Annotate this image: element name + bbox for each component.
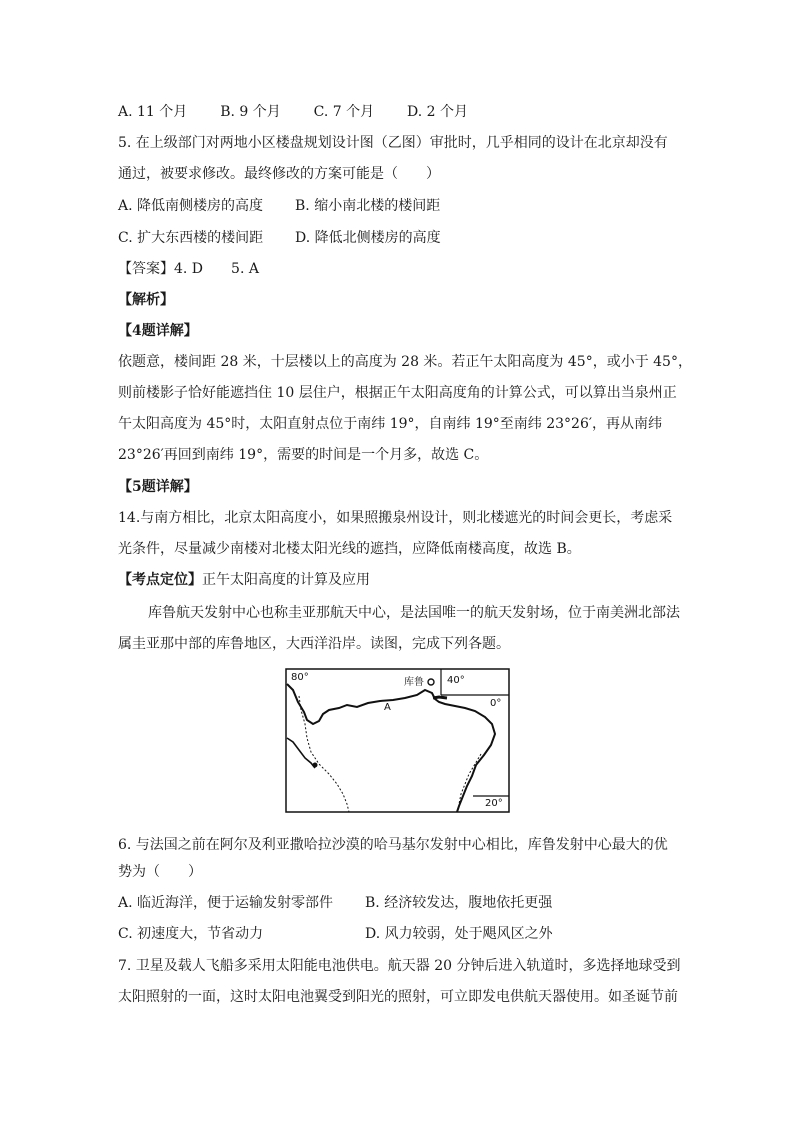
q6-stem-line1: 6. 与法国之前在阿尔及利亚撒哈拉沙漠的哈马基尔发射中心相比，库鲁发射中心最大的优 (118, 837, 668, 853)
q5-option-a: A. 降低南侧楼房的高度 (118, 198, 264, 214)
map-frame (286, 669, 509, 812)
q6-option-d: D. 风力较弱，处于飓风区之外 (365, 926, 553, 942)
lon-40-label: 40° (447, 675, 465, 686)
kaodian-label: 【考点定位】 (118, 572, 202, 588)
q5-option-c: C. 扩大东西楼的楼间距 (118, 230, 264, 246)
q5-option-b: B. 缩小南北楼的楼间距 (295, 198, 441, 214)
lon-80-label: 80° (291, 672, 309, 683)
q4-option-c: C. 7 个月 (313, 104, 375, 120)
q6-stem-line2: 势为（ ） (118, 864, 202, 880)
q4-detail-line: 午太阳高度为 45°时，太阳直射点位于南纬 19°，自南纬 19°至南纬 23°26′，再从南纬 (118, 416, 663, 432)
lat-0-label: 0° (490, 698, 502, 709)
q5-stem-line1: 5. 在上级部门对两地小区楼盘规划设计图（乙图）审批时，几乎相同的设计在北京却没有 (118, 135, 668, 151)
q5-detail-line: 14.与南方相比，北京太阳高度小，如果照搬泉州设计，则北楼遮光的时间会更长，考虑采 (118, 510, 673, 526)
q7-line1: 7. 卫星及载人飞船多采用太阳能电池供电。航天器 20 分钟后进入轨道时，多选择地球受到 (118, 958, 681, 974)
q5-detail-line: 光条件，尽量减少南楼对北楼太阳光线的遮挡，应降低南楼高度，故选 B。 (118, 541, 581, 557)
answer-line: 【答案】4. D 5. A (118, 261, 259, 277)
kaodian-text: 正午太阳高度的计算及应用 (202, 572, 370, 588)
lat-20-label: 20° (485, 798, 503, 809)
point-a-label: A (384, 702, 391, 713)
south-america-map (285, 668, 510, 813)
q4-options-row (118, 102, 468, 122)
q6-option-c: C. 初速度大，节省动力 (118, 926, 264, 942)
river-mouth (433, 697, 447, 698)
kaodian-line (118, 570, 370, 590)
q5-stem-line2: 通过，被要求修改。最终修改的方案可能是（ ） (118, 166, 440, 182)
q4-detail-line: 依题意，楼间距 28 米，十层楼以上的高度为 28 米。若正午太阳高度为 45°，或小于 45°， (118, 354, 692, 370)
city-point (313, 763, 318, 768)
q4-option-b: B. 9 个月 (220, 104, 281, 120)
q6-option-b: B. 经济较发达，腹地依托更强 (365, 895, 553, 911)
q4-detail-line: 23°26′再回到南纬 19°，需要的时间是一个月多，故选 C。 (118, 447, 489, 463)
intro-line1: 库鲁航天发射中心也称圭亚那航天中心，是法国唯一的航天发射场，位于南美洲北部法 (148, 605, 680, 621)
q4-option-d: D. 2 个月 (407, 104, 469, 120)
q7-line2: 太阳照射的一面，这时太阳电池翼受到阳光的照射，可立即发电供航天器使用。如圣诞节前 (118, 989, 678, 1005)
intro-line2: 属圭亚那中部的库鲁地区，大西洋沿岸。读图，完成下列各题。 (118, 636, 510, 652)
q6-option-a: A. 临近海洋，便于运输发射零部件 (118, 895, 334, 911)
q4-option-a: A. 11 个月 (118, 104, 188, 120)
q4-detail-line: 则前楼影子恰好能遮挡住 10 层住户，根据正午太阳高度角的计算公式，可以算出当泉州正 (118, 385, 677, 401)
q5-detail-label: 【5题详解】 (118, 479, 198, 495)
kourou-point (428, 679, 434, 685)
kourou-label: 库鲁 (404, 677, 424, 688)
q4-detail-label: 【4题详解】 (118, 323, 198, 339)
analysis-label: 【解析】 (118, 292, 174, 308)
q5-option-d: D. 降低北侧楼房的高度 (295, 230, 441, 246)
